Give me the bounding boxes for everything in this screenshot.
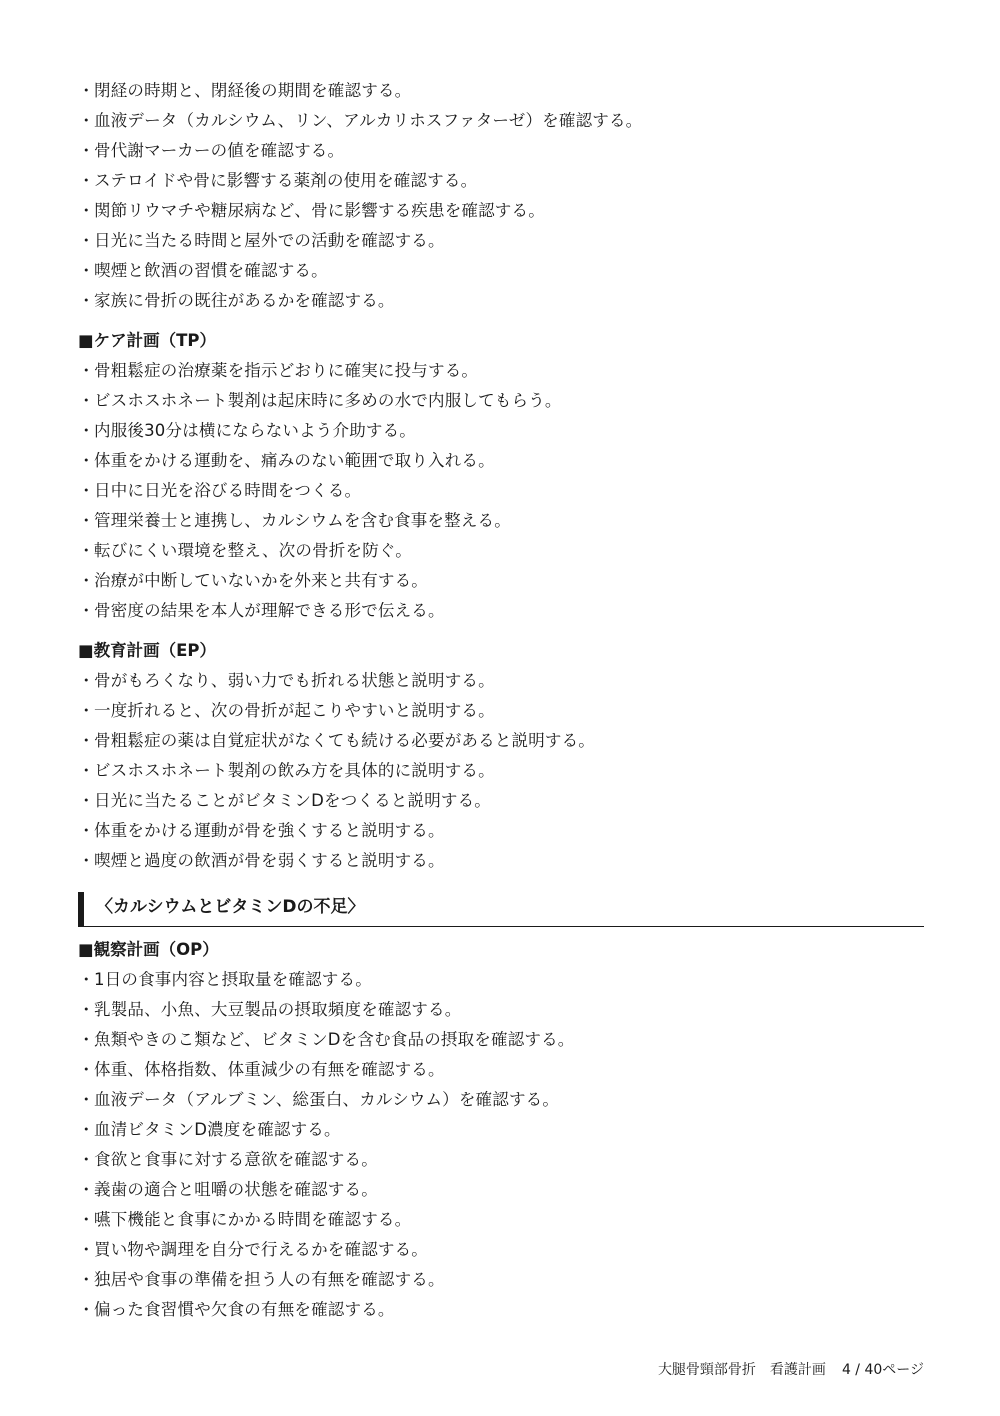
bullet-dot: ・ xyxy=(78,1210,95,1229)
bullet-dot: ・ xyxy=(78,391,95,410)
list-item xyxy=(78,1235,924,1265)
list-item xyxy=(78,136,924,166)
bullet-dot: ・ xyxy=(78,1060,95,1079)
footer-page-number: 4 / 40ページ xyxy=(841,1362,924,1378)
list-item-text: 内服後30分は横にならないよう介助する。 xyxy=(94,421,416,440)
bullet-dot: ・ xyxy=(78,421,95,440)
list-item-text: 骨密度の結果を本人が理解できる形で伝える。 xyxy=(94,601,445,620)
section-title-text: 〈カルシウムとビタミンDの不足〉 xyxy=(96,897,365,917)
list-item-text: 転びにくい環境を整え、次の骨折を防ぐ。 xyxy=(94,541,412,560)
bullet-dot: ・ xyxy=(78,141,95,160)
list-item xyxy=(78,596,924,626)
observation-plan-list xyxy=(78,965,924,1325)
bullet-dot: ・ xyxy=(78,481,95,500)
list-item-text: 一度折れると、次の骨折が起こりやすいと説明する。 xyxy=(94,701,495,720)
list-item-text: 管理栄養士と連携し、カルシウムを含む食事を整える。 xyxy=(94,511,511,530)
list-item-text: 骨代謝マーカーの値を確認する。 xyxy=(94,141,345,160)
list-item xyxy=(78,476,924,506)
list-item xyxy=(78,756,924,786)
bullet-dot: ・ xyxy=(78,821,95,840)
list-item xyxy=(78,106,924,136)
bullet-dot: ・ xyxy=(78,511,95,530)
list-item-text: 買い物や調理を自分で行えるかを確認する。 xyxy=(94,1240,428,1259)
bullet-dot: ・ xyxy=(78,970,95,989)
bullet-dot: ・ xyxy=(78,1240,95,1259)
bullet-dot: ・ xyxy=(78,201,95,220)
bullet-dot: ・ xyxy=(78,1270,95,1289)
tp-heading: ■ケア計画（TP） xyxy=(78,331,216,350)
list-item xyxy=(78,995,924,1025)
bullet-dot: ・ xyxy=(78,541,95,560)
bullet-dot: ・ xyxy=(78,1300,95,1319)
list-item xyxy=(78,816,924,846)
list-item-text: 体重をかける運動を、痛みのない範囲で取り入れる。 xyxy=(94,451,495,470)
page-footer xyxy=(658,1358,924,1382)
list-item-text: 喫煙と過度の飲酒が骨を弱くすると説明する。 xyxy=(94,851,445,870)
list-item xyxy=(78,196,924,226)
list-item xyxy=(78,965,924,995)
list-item-text: ステロイドや骨に影響する薬剤の使用を確認する。 xyxy=(94,171,478,190)
list-item xyxy=(78,446,924,476)
list-item xyxy=(78,386,924,416)
list-item-text: 骨粗鬆症の薬は自覚症状がなくても続ける必要があると説明する。 xyxy=(94,731,595,750)
list-item xyxy=(78,1205,924,1235)
list-item-text: 食欲と食事に対する意欲を確認する。 xyxy=(94,1150,378,1169)
bullet-dot: ・ xyxy=(78,81,95,100)
list-item-text: 独居や食事の準備を担う人の有無を確認する。 xyxy=(94,1270,445,1289)
bullet-dot: ・ xyxy=(78,451,95,470)
list-item-text: 1日の食事内容と摂取量を確認する。 xyxy=(94,970,372,989)
list-item xyxy=(78,166,924,196)
list-item xyxy=(78,356,924,386)
bullet-dot: ・ xyxy=(78,261,95,280)
list-item xyxy=(78,1085,924,1115)
list-item xyxy=(78,696,924,726)
list-item xyxy=(78,1295,924,1325)
education-plan-list xyxy=(78,666,924,876)
list-item-text: 乳製品、小魚、大豆製品の摂取頻度を確認する。 xyxy=(94,1000,462,1019)
list-item-text: 日光に当たる時間と屋外での活動を確認する。 xyxy=(94,231,445,250)
footer-doc-title: 大腿骨頸部骨折 看護計画 xyxy=(657,1362,826,1378)
list-item-text: 閉経の時期と、閉経後の期間を確認する。 xyxy=(94,81,412,100)
bullet-dot: ・ xyxy=(78,791,95,810)
op-heading: ■観察計画（OP） xyxy=(78,940,219,959)
bullet-dot: ・ xyxy=(78,851,95,870)
list-item-text: 日光に当たることがビタミンDをつくると説明する。 xyxy=(94,791,492,810)
section-title xyxy=(78,890,924,927)
list-item-text: 血清ビタミンD濃度を確認する。 xyxy=(94,1120,341,1139)
list-item xyxy=(78,76,924,106)
bullet-dot: ・ xyxy=(78,1000,95,1019)
bullet-dot: ・ xyxy=(78,701,95,720)
list-item-text: 血液データ（アルブミン、総蛋白、カルシウム）を確認する。 xyxy=(94,1090,560,1109)
bullet-dot: ・ xyxy=(78,601,95,620)
list-item-text: 偏った食習慣や欠食の有無を確認する。 xyxy=(94,1300,395,1319)
list-item-text: 日中に日光を浴びる時間をつくる。 xyxy=(94,481,362,500)
list-item xyxy=(78,786,924,816)
list-item xyxy=(78,536,924,566)
bullet-dot: ・ xyxy=(78,1180,95,1199)
list-item-text: 骨粗鬆症の治療薬を指示どおりに確実に投与する。 xyxy=(94,361,479,380)
list-item xyxy=(78,226,924,256)
section-title-bar xyxy=(78,892,84,926)
list-item xyxy=(78,286,924,316)
list-item xyxy=(78,1055,924,1085)
list-item xyxy=(78,846,924,876)
ep-heading: ■教育計画（EP） xyxy=(78,641,216,660)
observation-list-continued xyxy=(78,76,924,316)
bullet-dot: ・ xyxy=(78,1120,95,1139)
list-item xyxy=(78,416,924,446)
list-item-text: 義歯の適合と咀嚼の状態を確認する。 xyxy=(94,1180,378,1199)
list-item-text: 嚥下機能と食事にかかる時間を確認する。 xyxy=(94,1210,412,1229)
bullet-dot: ・ xyxy=(78,1150,95,1169)
bullet-dot: ・ xyxy=(78,231,95,250)
bullet-dot: ・ xyxy=(78,111,95,130)
list-item-text: 家族に骨折の既往があるかを確認する。 xyxy=(94,291,395,310)
list-item-text: 体重、体格指数、体重減少の有無を確認する。 xyxy=(94,1060,445,1079)
bullet-dot: ・ xyxy=(78,1090,95,1109)
list-item xyxy=(78,666,924,696)
list-item-text: 喫煙と飲酒の習慣を確認する。 xyxy=(94,261,328,280)
list-item xyxy=(78,566,924,596)
list-item-text: 骨がもろくなり、弱い力でも折れる状態と説明する。 xyxy=(94,671,495,690)
bullet-dot: ・ xyxy=(78,731,95,750)
bullet-dot: ・ xyxy=(78,1030,95,1049)
bullet-dot: ・ xyxy=(78,761,95,780)
list-item-text: 関節リウマチや糖尿病など、骨に影響する疾患を確認する。 xyxy=(94,201,545,220)
list-item xyxy=(78,1265,924,1295)
list-item xyxy=(78,1025,924,1055)
list-item xyxy=(78,1175,924,1205)
bullet-dot: ・ xyxy=(78,291,95,310)
bullet-dot: ・ xyxy=(78,361,95,380)
list-item xyxy=(78,1115,924,1145)
list-item xyxy=(78,506,924,536)
document-page xyxy=(78,76,924,1325)
list-item-text: 血液データ（カルシウム、リン、アルカリホスファターゼ）を確認する。 xyxy=(94,111,643,130)
bullet-dot: ・ xyxy=(78,671,95,690)
list-item-text: 体重をかける運動が骨を強くすると説明する。 xyxy=(94,821,445,840)
list-item xyxy=(78,1145,924,1175)
list-item-text: 魚類やきのこ類など、ビタミンDを含む食品の摂取を確認する。 xyxy=(94,1030,575,1049)
list-item xyxy=(78,256,924,286)
list-item-text: 治療が中断していないかを外来と共有する。 xyxy=(94,571,428,590)
list-item-text: ビスホスホネート製剤は起床時に多めの水で内服してもらう。 xyxy=(94,391,562,410)
care-plan-list xyxy=(78,356,924,626)
bullet-dot: ・ xyxy=(78,171,95,190)
bullet-dot: ・ xyxy=(78,571,95,590)
list-item-text: ビスホスホネート製剤の飲み方を具体的に説明する。 xyxy=(94,761,495,780)
list-item xyxy=(78,726,924,756)
